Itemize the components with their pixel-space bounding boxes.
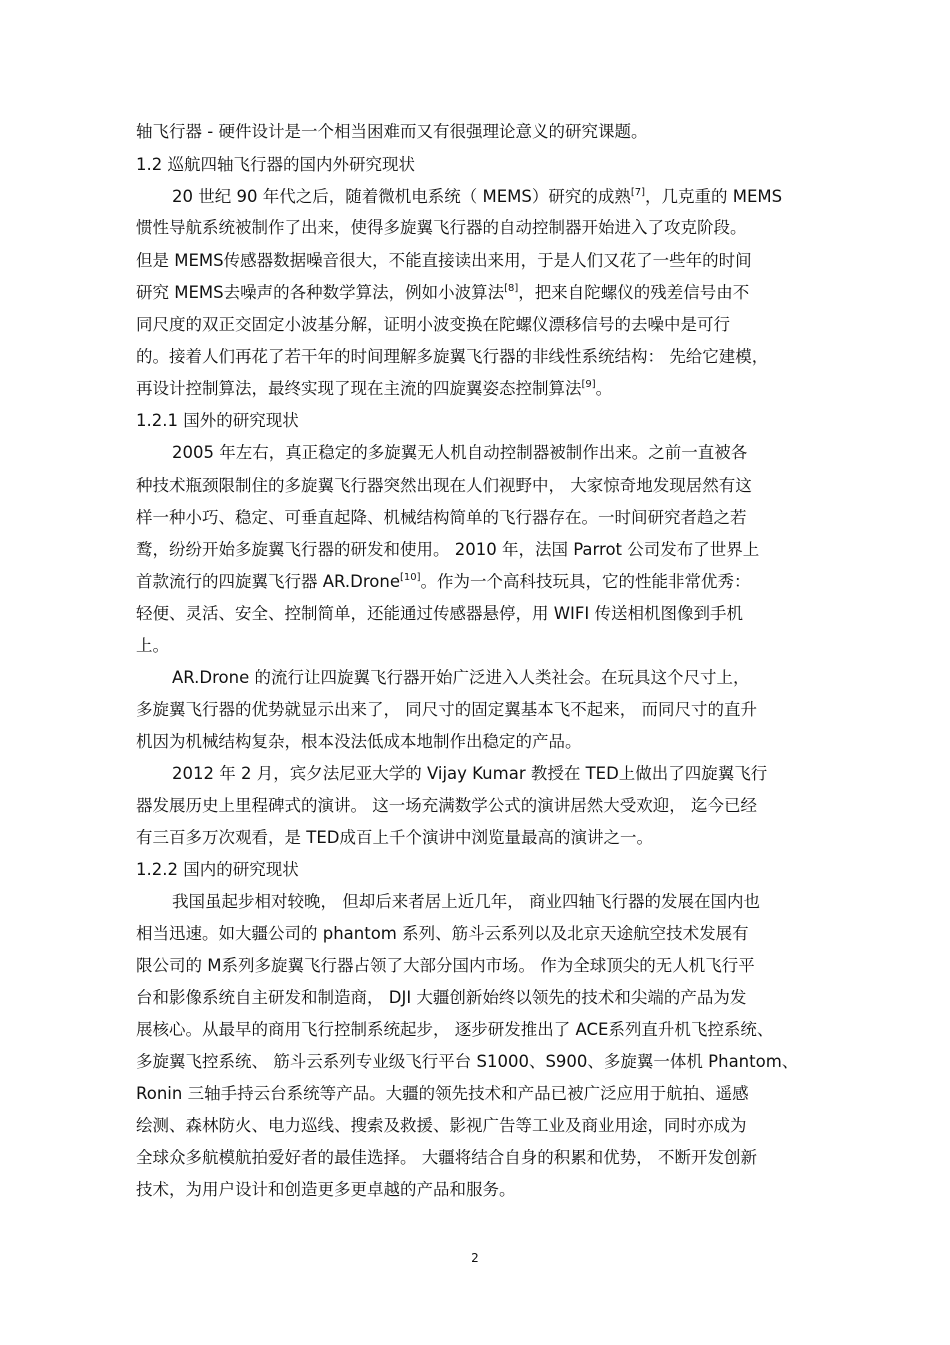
text-line: 展核心。从最早的商用飞行控制系统起步， 逐步研发推出了 ACE系列直升机飞控系统、: [136, 1020, 774, 1039]
text-line: 限公司的 M系列多旋翼飞行器占领了大部分国内市场。 作为全球顶尖的无人机飞行平: [136, 956, 755, 975]
text-line: 首款流行的四旋翼飞行器 AR.Drone[10]。作为一个高科技玩具，它的性能非常优秀：: [136, 572, 751, 591]
text-line: 种技术瓶颈限制住的多旋翼飞行器突然出现在人们视野中， 大家惊奇地发现居然有这: [136, 476, 752, 495]
text-line: Ronin 三轴手持云台系统等产品。大疆的领先技术和产品已被广泛应用于航拍、遥感: [136, 1084, 749, 1103]
text-line: 台和影像系统自主研发和制造商， DJI 大疆创新始终以领先的技术和尖端的产品为发: [136, 988, 747, 1007]
text-line: 2005 年左右，真正稳定的多旋翼无人机自动控制器被制作出来。之前一直被各: [172, 443, 748, 462]
text-line: 技术，为用户设计和创造更多更卓越的产品和服务。: [136, 1180, 516, 1199]
subsection-heading: 1.2.1 国外的研究现状: [136, 411, 299, 430]
text-line: 上。: [136, 636, 169, 655]
text-line: 同尺度的双正交固定小波基分解，证明小波变换在陀螺仪漂移信号的去噪中是可行: [136, 315, 730, 334]
text-line: 全球众多航模航拍爱好者的最佳选择。 大疆将结合自身的积累和优势， 不断开发创新: [136, 1148, 757, 1167]
text-line: 多旋翼飞行器的优势就显示出来了， 同尺寸的固定翼基本飞不起来， 而同尺寸的直升: [136, 700, 757, 719]
citation-ref: [7]: [630, 187, 646, 198]
citation-ref: [10]: [399, 572, 421, 583]
text-line: 的。接着人们再花了若干年的时间理解多旋翼飞行器的非线性系统结构： 先给它建模，: [136, 347, 769, 366]
text-line: 但是 MEMS传感器数据噪音很大，不能直接读出来用，于是人们又花了一些年的时间: [136, 251, 752, 270]
subsection-heading: 1.2.2 国内的研究现状: [136, 860, 299, 879]
text-line: 机因为机械结构复杂，根本没法低成本地制作出稳定的产品。: [136, 732, 582, 751]
page-number: 2: [471, 1251, 479, 1265]
citation-ref: [9]: [581, 379, 596, 390]
text-line: 轴飞行器 - 硬件设计是一个相当困难而又有很强理论意义的研究课题。: [136, 122, 648, 141]
text-line: 多旋翼飞控系统、 筋斗云系列专业级飞行平台 S1000、S900、多旋翼一体机 Phantom、: [136, 1052, 799, 1071]
text-line: 2012 年 2 月，宾夕法尼亚大学的 Vijay Kumar 教授在 TED上做出了四旋翼飞行: [172, 764, 768, 783]
text-line: 鹜，纷纷开始多旋翼飞行器的研发和使用。 2010 年，法国 Parrot 公司发布了世界上: [136, 540, 760, 559]
text-line: 20 世纪 90 年代之后，随着微机电系统（ MEMS）研究的成熟[7]，几克重的 MEMS: [172, 187, 783, 206]
text-line: 惯性导航系统被制作了出来，使得多旋翼飞行器的自动控制器开始进入了攻克阶段。: [136, 218, 747, 237]
text-line: 研究 MEMS去噪声的各种数学算法，例如小波算法[8]，把来自陀螺仪的残差信号由不: [136, 283, 750, 302]
text-line: 绘测、森林防火、电力巡线、搜索及救援、影视广告等工业及商业用途，同时亦成为: [136, 1116, 747, 1135]
section-heading: 1.2 巡航四轴飞行器的国内外研究现状: [136, 155, 415, 174]
text-line: 样一种小巧、稳定、可垂直起降、机械结构简单的飞行器存在。一时间研究者趋之若: [136, 508, 747, 527]
text-line: AR.Drone 的流行让四旋翼飞行器开始广泛进入人类社会。在玩具这个尺寸上，: [172, 668, 750, 687]
text-line: 我国虽起步相对较晚， 但却后来者居上近几年， 商业四轴飞行器的发展在国内也: [172, 892, 760, 911]
text-line: 再设计控制算法，最终实现了现在主流的四旋翼姿态控制算法[9]。: [136, 379, 613, 398]
citation-ref: [8]: [504, 283, 519, 294]
text-line: 轻便、灵活、安全、控制简单，还能通过传感器悬停，用 WIFI 传送相机图像到手机: [136, 604, 744, 623]
text-line: 器发展历史上里程碑式的演讲。 这一场充满数学公式的演讲居然大受欢迎， 迄今已经: [136, 796, 757, 815]
text-line: 有三百多万次观看，是 TED成百上千个演讲中浏览量最高的演讲之一。: [136, 828, 653, 847]
text-line: 相当迅速。如大疆公司的 phantom 系列、筋斗云系列以及北京天途航空技术发展有: [136, 924, 749, 943]
